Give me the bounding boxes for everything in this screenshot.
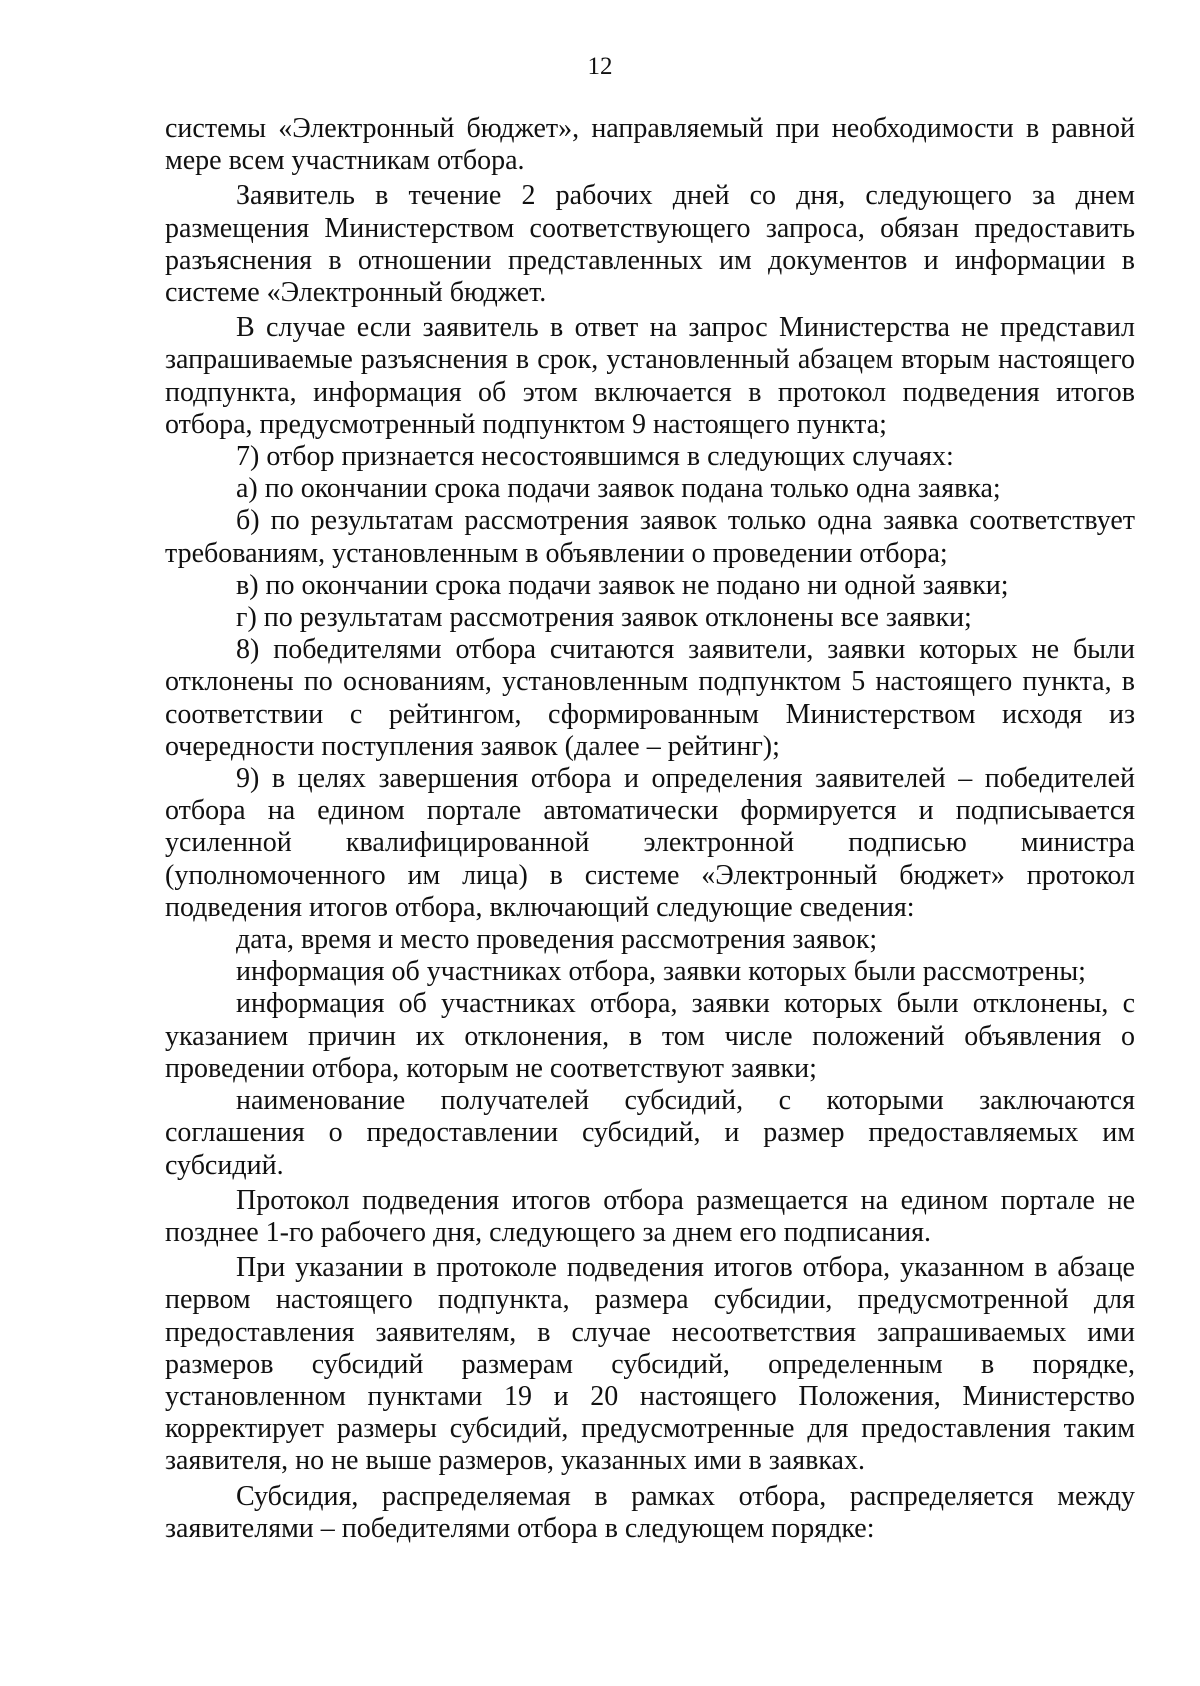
paragraph: г) по результатам рассмотрения заявок отклонены все заявки; [236, 602, 972, 634]
paragraph: в) по окончании срока подачи заявок не подано ни одной заявки; [236, 569, 1009, 601]
page-number: 12 [587, 53, 613, 80]
paragraph: 9) в целях завершения отбора и определения заявителей – победителей отбора на едином портале автоматически формируется и подписывается усиленной квалифицированной электронной подписью министра (уполномоченного им лица) в системе «Электронный бюджет» протокол подведения итогов отбора, включающий следующие сведения: [165, 763, 1135, 923]
paragraph: наименование получателей субсидий, с которыми заключаются соглашения о предоставлении субсидий, и размер предоставляемых им субсидий. [165, 1085, 1135, 1181]
paragraph: 8) победителями отбора считаются заявители, заявки которых не были отклонены по основаниям, установленным подпунктом 5 настоящего пункта, в соответствии с рейтингом, сформированным Министерством исходя из очередности поступления заявок (далее – рейтинг); [165, 634, 1135, 762]
paragraph: дата, время и место проведения рассмотрения заявок; [236, 924, 878, 956]
paragraph: Протокол подведения итогов отбора размещается на едином портале не позднее 1-го рабочего дня, следующего за днем его подписания. [165, 1184, 1135, 1248]
paragraph: Заявитель в течение 2 рабочих дней со дня, следующего за днем размещения Министерством соответствующего запроса, обязан предоставить разъяснения в отношении представленных им документов и информации в системе «Электронный бюджет. [165, 180, 1135, 309]
paragraph: информация об участниках отбора, заявки которых были отклонены, с указанием причин их отклонения, в том числе положений объявления о проведении отбора, которым не соответствуют заявки; [165, 988, 1135, 1084]
document-body [165, 113, 1135, 1545]
paragraph: В случае если заявитель в ответ на запрос Министерства не представил запрашиваемые разъяснения в срок, установленный абзацем вторым настоящего подпункта, информация об этом включается в протокол подведения итогов отбора, предусмотренный подпунктом 9 настоящего пункта; [165, 312, 1135, 440]
paragraph: 7) отбор признается несостоявшимся в следующих случаях: [236, 441, 954, 473]
paragraph: системы «Электронный бюджет», направляемый при необходимости в равной мере всем участникам отбора. [165, 113, 1135, 177]
paragraph: а) по окончании срока подачи заявок подана только одна заявка; [236, 473, 1001, 505]
paragraph: Субсидия, распределяемая в рамках отбора, распределяется между заявителями – победителями отбора в следующем порядке: [165, 1480, 1135, 1544]
paragraph: информация об участниках отбора, заявки которых были рассмотрены; [236, 956, 1086, 988]
paragraph: б) по результатам рассмотрения заявок только одна заявка соответствует требованиям, установленным в объявлении о проведении отбора; [165, 505, 1135, 569]
paragraph: При указании в протоколе подведения итогов отбора, указанном в абзаце первом настоящего подпункта, размера субсидии, предусмотренной для предоставления заявителям, в случае несоответствия запрашиваемых ими размеров субсидий размерам субсидий, определенным в порядке, установленном пунктами 19 и 20 настоящего Положения, Министерство корректирует размеры субсидий, предусмотренные для предоставления таким заявителя, но не выше размеров, указанных ими в заявках. [165, 1252, 1135, 1477]
